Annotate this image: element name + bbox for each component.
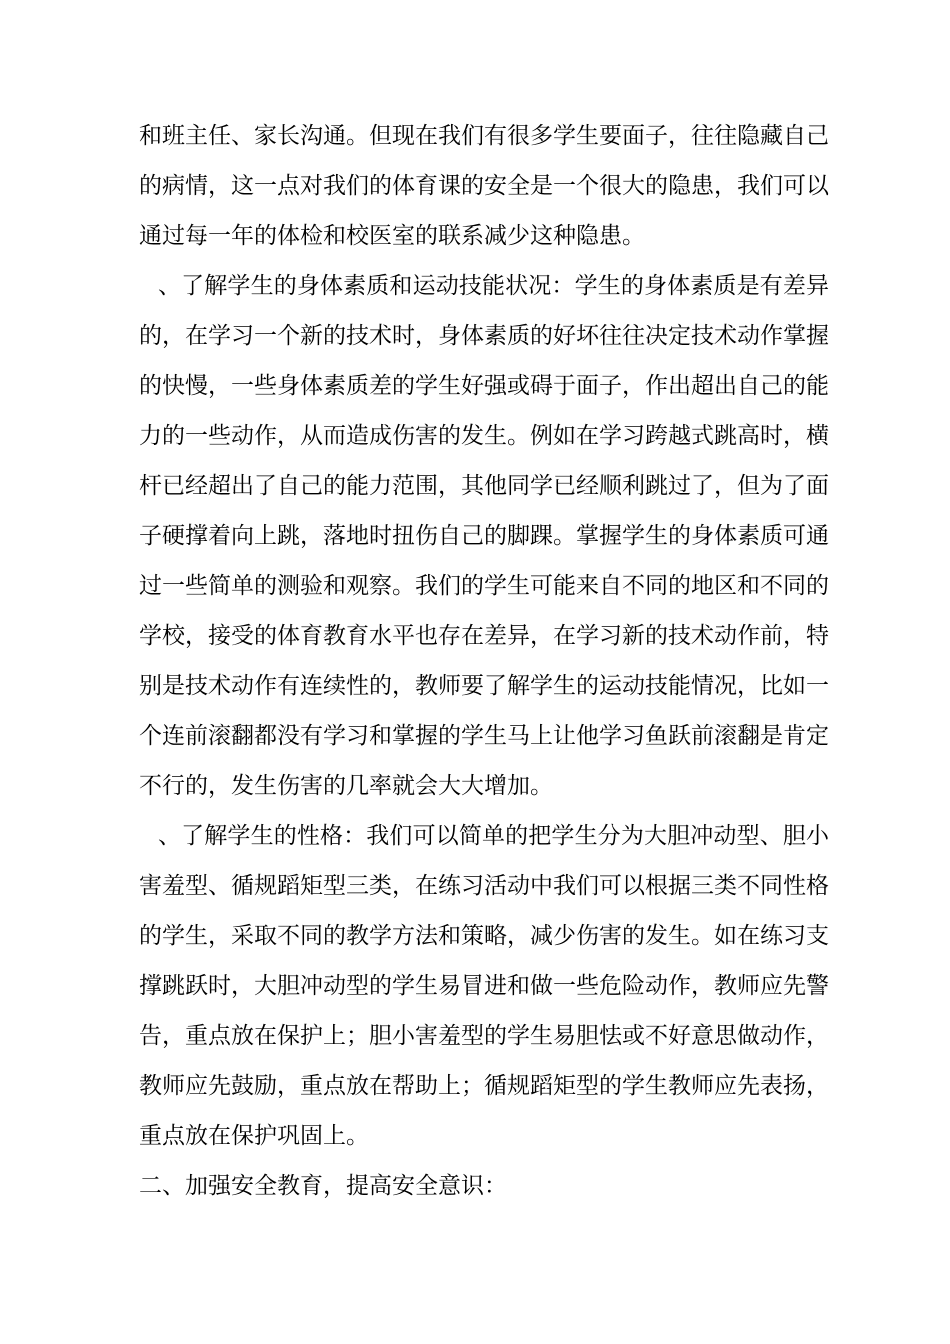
text-line: 教师应先鼓励，重点放在帮助上；循规蹈矩型的学生教师应先表扬， xyxy=(139,1073,829,1099)
text-line: 不行的，发生伤害的几率就会大大增加。 xyxy=(139,773,553,799)
text-line: 告，重点放在保护上；胆小害羞型的学生易胆怯或不好意思做动作， xyxy=(139,1023,829,1049)
text-line: 杆已经超出了自己的能力范围，其他同学已经顺利跳过了，但为了面 xyxy=(139,473,829,499)
text-line: 的，在学习一个新的技术时，身体素质的好坏往往决定技术动作掌握 xyxy=(139,323,829,349)
text-line: 的快慢，一些身体素质差的学生好强或碍于面子，作出超出自己的能 xyxy=(139,373,829,399)
text-line: 撑跳跃时，大胆冲动型的学生易冒进和做一些危险动作，教师应先警 xyxy=(139,973,829,999)
text-line: 子硬撑着向上跳，落地时扭伤自己的脚踝。掌握学生的身体素质可通 xyxy=(139,523,829,549)
text-line: 的病情，这一点对我们的体育课的安全是一个很大的隐患，我们可以 xyxy=(139,173,829,199)
text-line: 、了解学生的性格：我们可以简单的把学生分为大胆冲动型、胆小 xyxy=(158,823,829,849)
text-line: 重点放在保护巩固上。 xyxy=(139,1123,369,1149)
text-line: 过一些简单的测验和观察。我们的学生可能来自不同的地区和不同的 xyxy=(139,573,829,599)
text-line: 的学生，采取不同的教学方法和策略，减少伤害的发生。如在练习支 xyxy=(139,923,829,949)
text-line: 通过每一年的体检和校医室的联系减少这种隐患。 xyxy=(139,223,645,249)
section-heading: 二、加强安全教育，提高安全意识： xyxy=(139,1173,507,1199)
text-line: 、了解学生的身体素质和运动技能状况：学生的身体素质是有差异 xyxy=(158,273,829,299)
text-line: 害羞型、循规蹈矩型三类，在练习活动中我们可以根据三类不同性格 xyxy=(139,873,829,899)
text-line: 别是技术动作有连续性的，教师要了解学生的运动技能情况，比如一 xyxy=(139,673,829,699)
text-line: 力的一些动作，从而造成伤害的发生。例如在学习跨越式跳高时，横 xyxy=(139,423,829,449)
text-line: 个连前滚翻都没有学习和掌握的学生马上让他学习鱼跃前滚翻是肯定 xyxy=(139,723,829,749)
text-line: 和班主任、家长沟通。但现在我们有很多学生要面子，往往隐藏自己 xyxy=(139,123,829,149)
text-line: 学校，接受的体育教育水平也存在差异，在学习新的技术动作前，特 xyxy=(139,623,829,649)
